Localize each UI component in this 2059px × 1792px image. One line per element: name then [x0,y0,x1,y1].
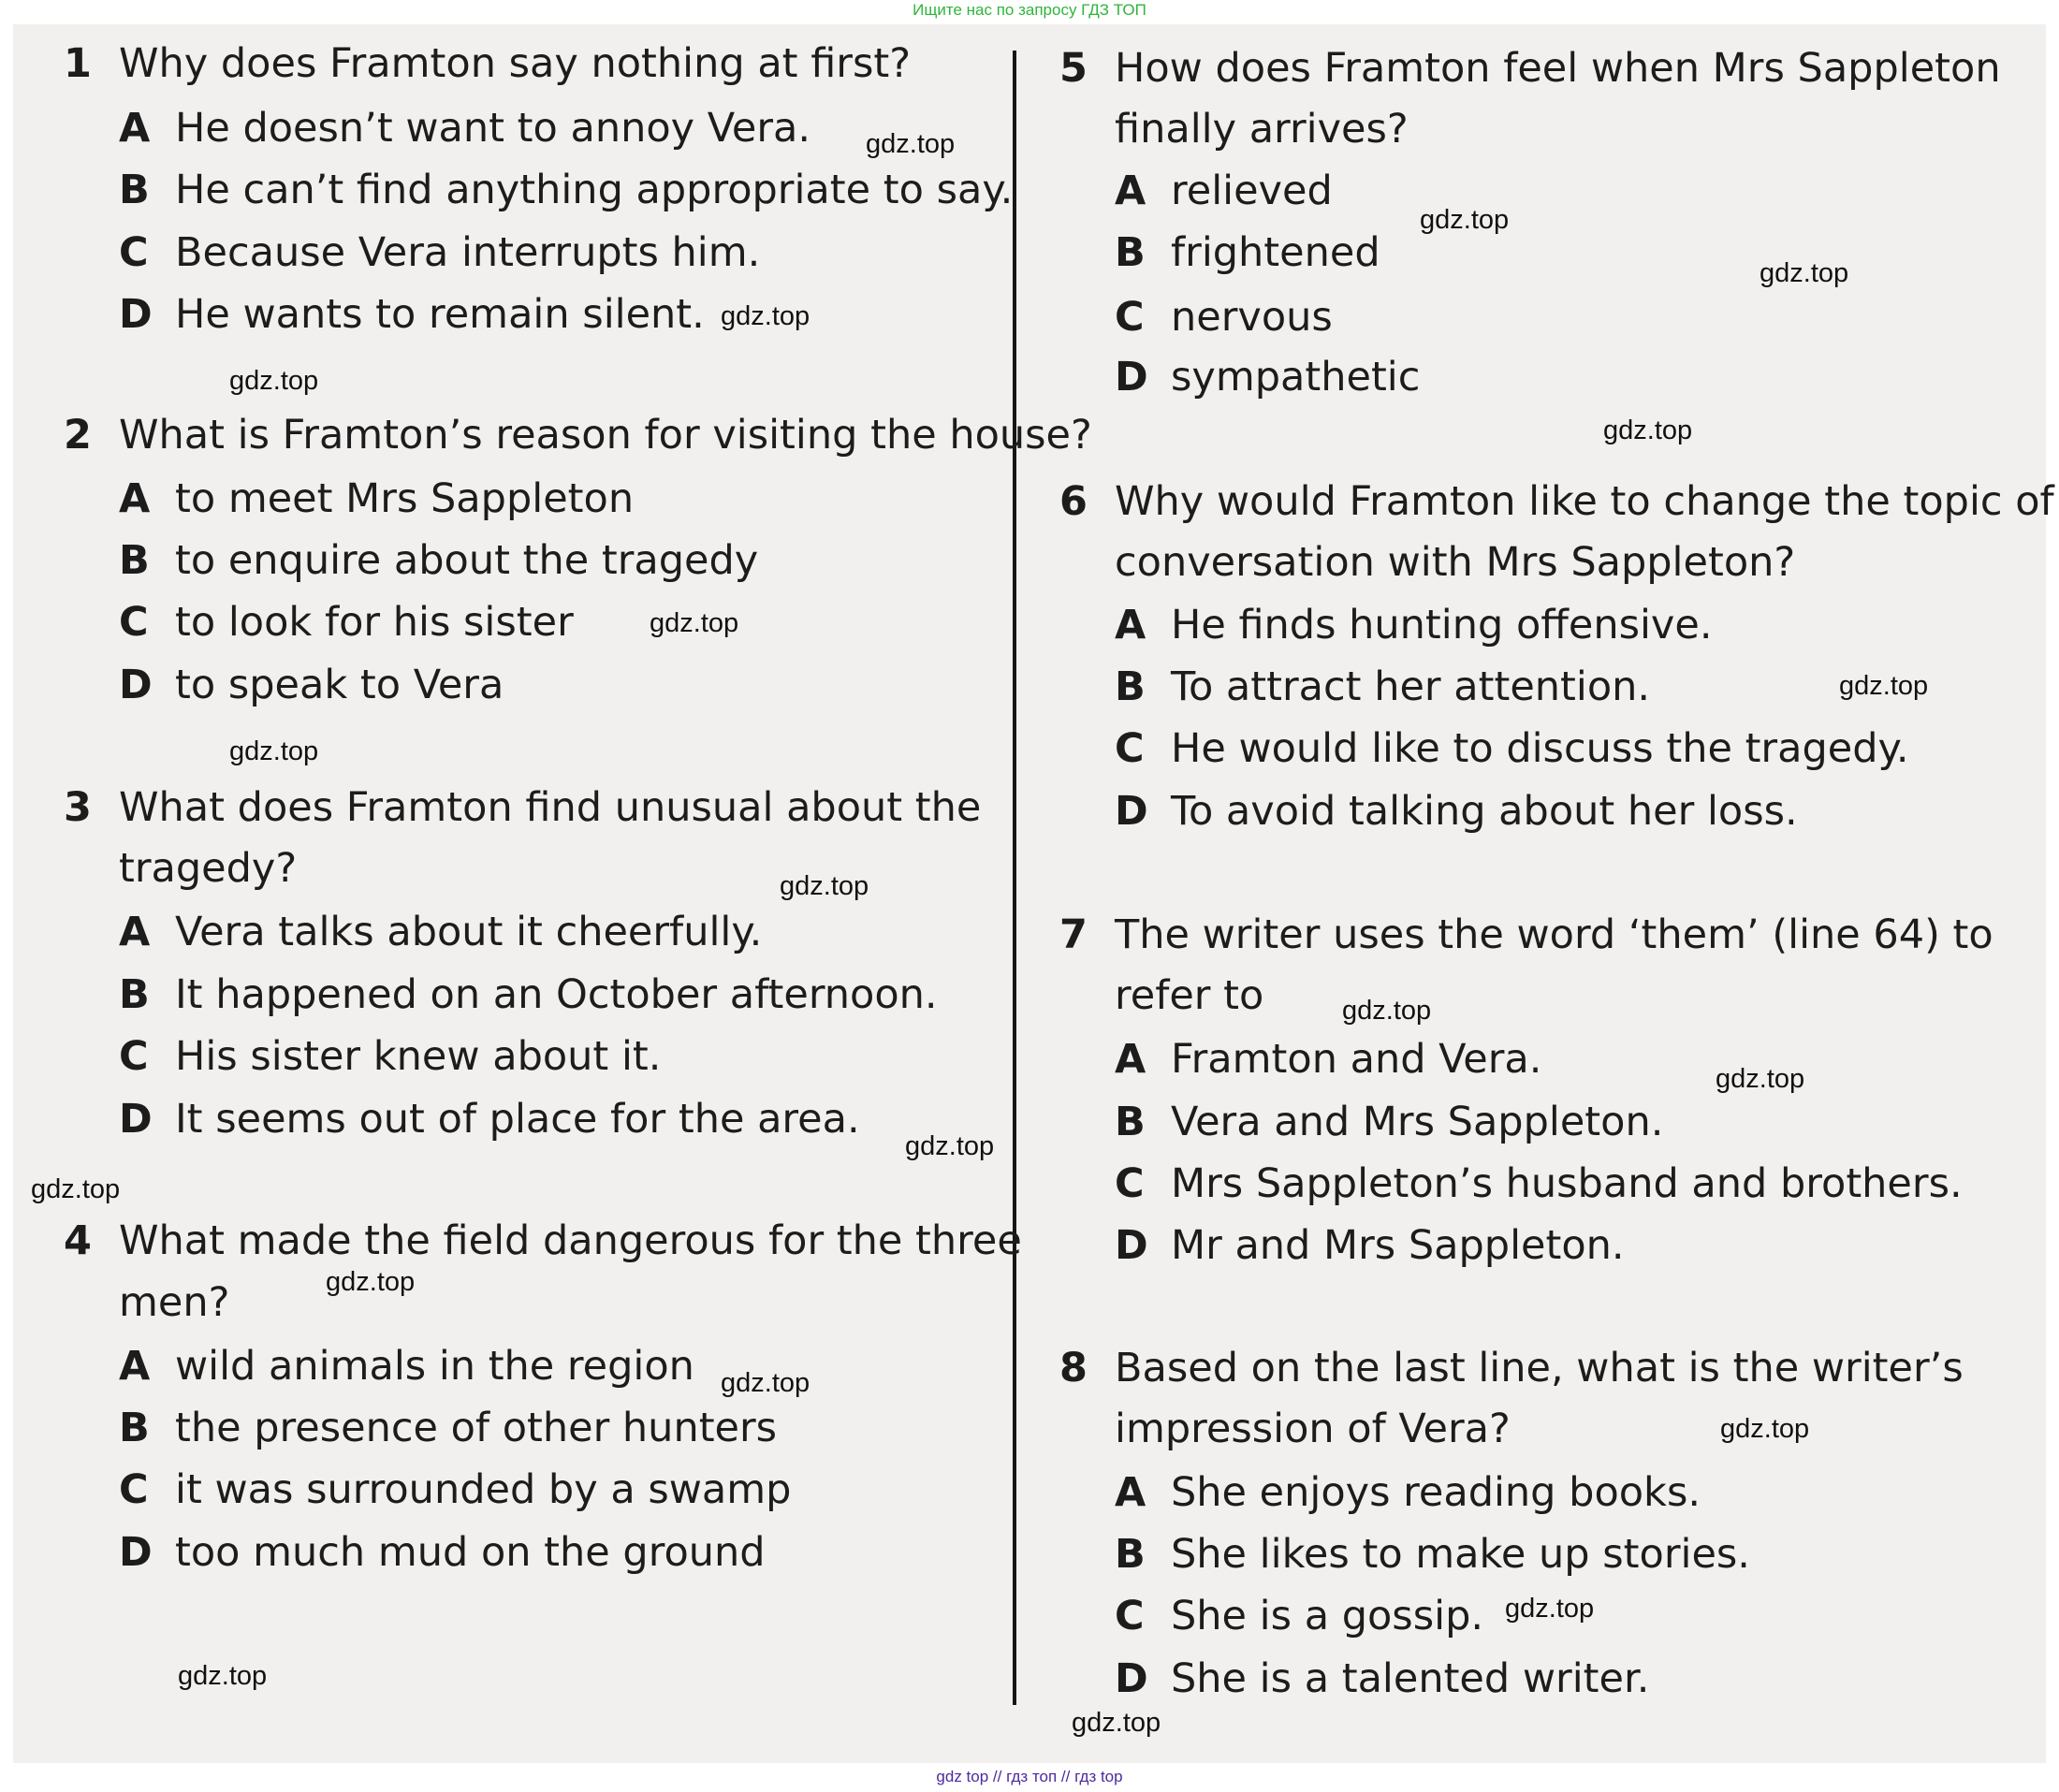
watermark-text: gdz.top [1839,671,1929,701]
watermark-text: gdz.top [1420,205,1510,235]
question-number: 6 [1059,478,1088,525]
question-text: conversation with Mrs Sappleton? [1115,539,1796,586]
question-number: 1 [64,40,92,87]
option-text: frightened [1171,229,1380,276]
option-letter: C [119,1033,149,1080]
watermark-text: gdz.top [866,129,956,159]
question-text: tragedy? [119,845,298,892]
option-text: nervous [1171,294,1333,341]
watermark-text: gdz.top [229,366,319,396]
option-letter: A [1115,1469,1146,1516]
option-text: Vera and Mrs Sappleton. [1171,1099,1664,1145]
question-text: How does Framton feel when Mrs Sappleton [1115,45,2001,92]
watermark-text: gdz.top [178,1661,268,1691]
option-letter: C [1115,294,1145,341]
question-text: The writer uses the word ‘them’ (line 64) to [1115,911,1993,958]
watermark-text: gdz.top [31,1174,121,1204]
option-text: He finds hunting offensive. [1171,602,1713,648]
question-text: men? [119,1279,230,1326]
option-text: He wants to remain silent. [175,291,705,338]
option-letter: C [1115,1593,1145,1639]
question-text: What does Framton find unusual about the [119,784,982,831]
watermark-text: gdz.top [1072,1708,1161,1738]
option-letter: D [1115,354,1148,401]
option-letter: C [1115,725,1145,772]
option-text: She is a talented writer. [1171,1655,1650,1702]
column-divider [1013,51,1016,1705]
question-number: 7 [1059,911,1088,958]
watermark-text: gdz.top [1760,258,1849,288]
option-letter: A [119,1343,151,1390]
watermark-text: gdz.top [905,1131,995,1161]
option-text: Because Vera interrupts him. [175,229,761,276]
watermark-text: gdz.top [229,736,319,766]
option-text: relieved [1171,168,1333,214]
option-letter: D [1115,788,1148,835]
option-letter: D [119,1529,153,1576]
option-text: too much mud on the ground [175,1529,766,1576]
option-letter: A [119,105,151,152]
option-text: He can’t find anything appropriate to say. [175,167,1014,213]
option-text: She is a gossip. [1171,1593,1484,1639]
question-number: 8 [1059,1345,1088,1391]
option-text: Mr and Mrs Sappleton. [1171,1222,1625,1269]
question-text: Why does Framton say nothing at first? [119,40,912,87]
option-letter: D [1115,1222,1148,1269]
option-letter: B [1115,663,1146,710]
option-text: His sister knew about it. [175,1033,662,1080]
option-letter: C [119,599,149,646]
option-text: to enquire about the tragedy [175,537,759,584]
option-text: She likes to make up stories. [1171,1531,1750,1578]
option-text: Mrs Sappleton’s husband and brothers. [1171,1160,1963,1207]
option-letter: D [119,662,153,708]
option-text: She enjoys reading books. [1171,1469,1701,1516]
header-note: Ищите нас по запросу ГДЗ ТОП [913,1,1146,19]
watermark-text: gdz.top [1505,1594,1595,1624]
option-letter: A [119,909,151,955]
option-letter: A [119,475,151,522]
option-text: sympathetic [1171,354,1421,401]
option-text: the presence of other hunters [175,1405,778,1451]
question-text: Why would Framton like to change the topic of [1115,478,2054,525]
option-letter: A [1115,1036,1146,1083]
option-letter: B [1115,229,1146,276]
option-letter: C [119,1466,149,1513]
option-letter: A [1115,168,1146,214]
option-text: It seems out of place for the area. [175,1096,860,1143]
watermark-text: gdz.top [1603,415,1693,445]
option-text: it was surrounded by a swamp [175,1466,792,1513]
option-letter: C [1115,1160,1145,1207]
watermark-text: gdz.top [721,301,810,331]
option-letter: A [1115,602,1146,648]
option-letter: D [1115,1655,1148,1702]
option-text: Vera talks about it cheerfully. [175,909,763,955]
question-text: impression of Vera? [1115,1406,1511,1452]
option-letter: D [119,1096,153,1143]
option-letter: D [119,291,153,338]
question-text: What made the field dangerous for the three [119,1217,1022,1264]
question-text: What is Framton’s reason for visiting the house? [119,412,1092,459]
watermark-text: gdz.top [1720,1414,1810,1444]
option-letter: B [1115,1531,1146,1578]
option-letter: B [119,167,150,213]
option-letter: C [119,229,149,276]
option-text: To avoid talking about her loss. [1171,788,1798,835]
question-text: Based on the last line, what is the writer’s [1115,1345,1964,1391]
option-text: To attract her attention. [1171,663,1651,710]
option-text: to meet Mrs Sappleton [175,475,635,522]
option-letter: B [1115,1099,1146,1145]
footer-note: gdz top // гдз топ // гдз top [936,1768,1123,1785]
option-text: It happened on an October afternoon. [175,971,938,1018]
watermark-text: gdz.top [721,1368,810,1398]
option-text: wild animals in the region [175,1343,694,1390]
option-text: to speak to Vera [175,662,504,708]
option-letter: B [119,971,150,1018]
question-number: 5 [1059,45,1088,92]
watermark-text: gdz.top [1716,1064,1805,1094]
option-letter: B [119,1405,150,1451]
option-text: He would like to discuss the tragedy. [1171,725,1909,772]
option-letter: B [119,537,150,584]
question-text: finally arrives? [1115,106,1409,153]
option-text: He doesn’t want to annoy Vera. [175,105,811,152]
question-text: refer to [1115,972,1264,1019]
question-number: 2 [64,412,92,459]
watermark-text: gdz.top [326,1267,416,1297]
watermark-text: gdz.top [1342,996,1432,1026]
option-text: Framton and Vera. [1171,1036,1542,1083]
question-number: 3 [64,784,92,831]
watermark-text: gdz.top [650,608,739,638]
watermark-text: gdz.top [780,871,869,901]
option-text: to look for his sister [175,599,574,646]
question-number: 4 [64,1217,92,1264]
